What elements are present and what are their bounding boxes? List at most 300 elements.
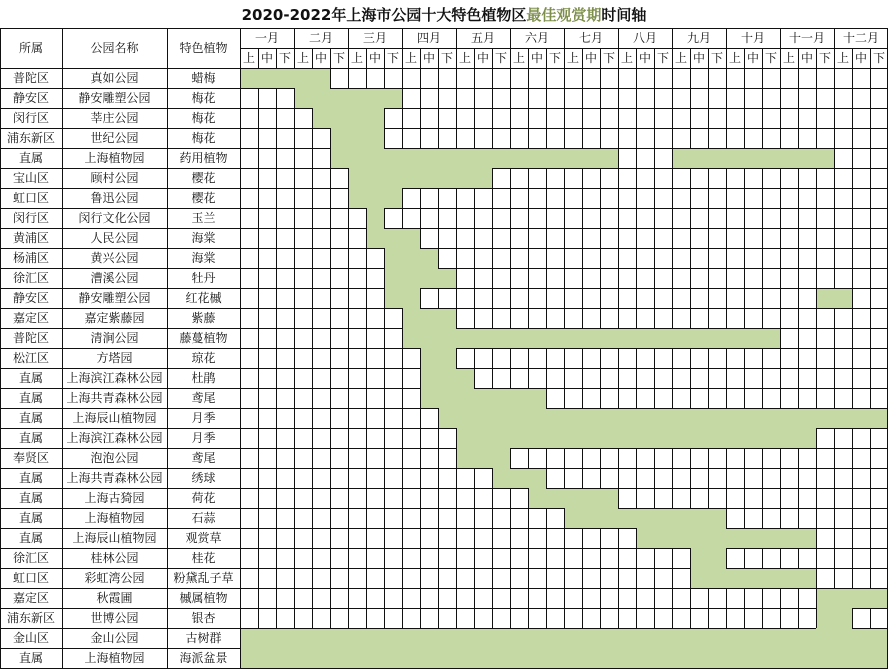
- grid-hline: [816, 568, 834, 569]
- grid-vline: [330, 488, 331, 508]
- grid-hline: [816, 208, 834, 209]
- header-plant: 特色植物: [179, 41, 228, 55]
- grid-hline: [0, 568, 240, 569]
- grid-hline: [510, 388, 528, 389]
- grid-hline: [798, 508, 816, 509]
- plant-cell: 红花槭: [185, 291, 222, 305]
- period-header: 中: [746, 51, 759, 65]
- grid-hline: [618, 248, 636, 249]
- grid-vline: [834, 88, 835, 108]
- grid-vline: [636, 528, 637, 548]
- grid-vline: [744, 368, 745, 388]
- grid-hline: [366, 428, 384, 429]
- grid-hline: [438, 288, 456, 289]
- grid-hline: [402, 528, 420, 529]
- grid-hline: [870, 348, 888, 349]
- grid-vline: [456, 428, 457, 448]
- grid-hline: [780, 208, 798, 209]
- grid-hline: [834, 188, 852, 189]
- grid-hline: [528, 468, 546, 469]
- grid-hline: [438, 508, 456, 509]
- grid-hline: [654, 88, 672, 89]
- grid-vline: [294, 468, 295, 488]
- grid-vline: [780, 608, 781, 628]
- grid-hline: [510, 548, 528, 549]
- month-header: 三月: [362, 31, 387, 45]
- grid-vline: [726, 208, 727, 228]
- grid-hline: [510, 528, 528, 529]
- grid-vline: [348, 328, 349, 348]
- grid-vline: [438, 548, 439, 568]
- grid-hline: [780, 188, 798, 189]
- grid-vline: [636, 148, 637, 168]
- grid-hline: [618, 128, 636, 129]
- grid-vline: [654, 148, 655, 168]
- grid-vline: [528, 528, 529, 548]
- grid-hline: [330, 568, 348, 569]
- grid-vline: [870, 488, 871, 508]
- grid-hline: [780, 328, 798, 329]
- grid-hline: [294, 108, 312, 109]
- grid-hline: [690, 388, 708, 389]
- grid-hline: [492, 388, 510, 389]
- grid-vline: [636, 248, 637, 268]
- grid-vline: [564, 168, 565, 188]
- grid-vline: [258, 188, 259, 208]
- grid-hline: [492, 128, 510, 129]
- grid-hline: [870, 528, 888, 529]
- grid-vline: [798, 48, 799, 68]
- grid-vline: [618, 608, 619, 628]
- grid-vline: [816, 448, 817, 468]
- grid-vline: [258, 268, 259, 288]
- grid-hline: [654, 108, 672, 109]
- bloom-bar: [816, 588, 888, 608]
- park-cell: 顾村公园: [90, 171, 139, 185]
- grid-hline: [510, 268, 528, 269]
- grid-vline: [510, 608, 511, 628]
- grid-vline: [636, 448, 637, 468]
- grid-vline: [582, 88, 583, 108]
- grid-hline: [816, 548, 834, 549]
- grid-vline: [780, 508, 781, 528]
- grid-vline: [276, 228, 277, 248]
- grid-vline: [672, 548, 673, 568]
- grid-vline: [582, 368, 583, 388]
- grid-vline: [708, 348, 709, 368]
- grid-hline: [330, 268, 348, 269]
- grid-vline: [672, 128, 673, 148]
- grid-vline: [708, 308, 709, 328]
- grid-hline: [420, 148, 438, 149]
- plant-cell: 紫藤: [191, 311, 216, 325]
- grid-hline: [852, 388, 870, 389]
- grid-vline: [420, 508, 421, 528]
- grid-hline: [384, 508, 402, 509]
- grid-hline: [564, 148, 582, 149]
- grid-hline: [852, 268, 870, 269]
- grid-hline: [510, 628, 528, 629]
- grid-hline: [690, 108, 708, 109]
- grid-vline: [510, 188, 511, 208]
- park-cell: 上海辰山植物园: [72, 531, 157, 545]
- grid-vline: [654, 188, 655, 208]
- grid-hline: [546, 348, 564, 349]
- grid-vline: [276, 588, 277, 608]
- grid-vline: [834, 328, 835, 348]
- grid-hline: [528, 528, 546, 529]
- grid-hline: [456, 628, 474, 629]
- grid-vline: [654, 468, 655, 488]
- grid-hline: [582, 308, 600, 309]
- grid-vline: [870, 368, 871, 388]
- grid-vline: [618, 28, 619, 48]
- grid-vline: [384, 108, 385, 128]
- grid-hline: [564, 228, 582, 229]
- grid-hline: [258, 148, 276, 149]
- grid-vline: [474, 528, 475, 548]
- grid-vline: [330, 168, 331, 188]
- grid-hline: [366, 288, 384, 289]
- grid-hline: [456, 328, 474, 329]
- grid-vline: [744, 108, 745, 128]
- grid-vline: [474, 608, 475, 628]
- header-park: 公园名称: [90, 41, 139, 55]
- grid-hline: [312, 448, 330, 449]
- grid-hline: [366, 548, 384, 549]
- grid-hline: [330, 348, 348, 349]
- grid-hline: [798, 228, 816, 229]
- grid-hline: [0, 448, 240, 449]
- grid-vline: [564, 388, 565, 408]
- grid-hline: [744, 188, 762, 189]
- grid-vline: [546, 48, 547, 68]
- grid-vline: [618, 528, 619, 548]
- grid-hline: [834, 528, 852, 529]
- grid-hline: [762, 148, 780, 149]
- grid-vline: [258, 228, 259, 248]
- grid-vline: [384, 388, 385, 408]
- period-header: 上: [404, 51, 417, 65]
- grid-hline: [276, 128, 294, 129]
- grid-hline: [870, 468, 888, 469]
- grid-vline: [618, 48, 619, 68]
- grid-hline: [744, 308, 762, 309]
- grid-vline: [726, 388, 727, 408]
- grid-vline: [636, 368, 637, 388]
- grid-vline: [564, 588, 565, 608]
- grid-vline: [870, 268, 871, 288]
- grid-hline: [456, 108, 474, 109]
- grid-vline: [330, 268, 331, 288]
- grid-hline: [276, 328, 294, 329]
- grid-vline: [564, 508, 565, 528]
- grid-hline: [0, 548, 240, 549]
- grid-hline: [438, 308, 456, 309]
- grid-hline: [348, 488, 366, 489]
- grid-hline: [438, 488, 456, 489]
- grid-hline: [510, 488, 528, 489]
- grid-vline: [420, 228, 421, 248]
- grid-vline: [330, 408, 331, 428]
- grid-hline: [780, 508, 798, 509]
- grid-hline: [564, 548, 582, 549]
- grid-vline: [870, 608, 871, 628]
- grid-vline: [528, 448, 529, 468]
- grid-vline: [852, 468, 853, 488]
- grid-vline: [762, 448, 763, 468]
- grid-hline: [780, 168, 798, 169]
- grid-hline: [762, 608, 780, 609]
- month-header: 八月: [632, 31, 657, 45]
- grid-hline: [564, 248, 582, 249]
- grid-vline: [312, 148, 313, 168]
- grid-vline: [816, 548, 817, 568]
- period-header: 下: [494, 51, 507, 65]
- grid-vline: [384, 208, 385, 228]
- grid-vline: [564, 108, 565, 128]
- grid-vline: [258, 368, 259, 388]
- grid-vline: [420, 388, 421, 408]
- grid-hline: [726, 528, 744, 529]
- grid-hline: [258, 328, 276, 329]
- grid-vline: [726, 588, 727, 608]
- grid-hline: [762, 168, 780, 169]
- grid-vline: [366, 328, 367, 348]
- grid-vline: [312, 528, 313, 548]
- grid-vline: [618, 148, 619, 168]
- grid-hline: [420, 588, 438, 589]
- grid-hline: [816, 188, 834, 189]
- grid-vline: [294, 348, 295, 368]
- grid-hline: [762, 368, 780, 369]
- grid-hline: [618, 348, 636, 349]
- grid-vline: [834, 488, 835, 508]
- grid-vline: [330, 228, 331, 248]
- grid-hline: [582, 268, 600, 269]
- grid-vline: [798, 188, 799, 208]
- grid-vline: [474, 508, 475, 528]
- grid-hline: [672, 168, 690, 169]
- grid-vline: [456, 48, 457, 68]
- grid-hline: [348, 428, 366, 429]
- grid-hline: [0, 148, 240, 149]
- grid-vline: [294, 308, 295, 328]
- grid-hline: [852, 468, 870, 469]
- grid-hline: [528, 88, 546, 89]
- grid-hline: [546, 468, 564, 469]
- grid-hline: [546, 488, 564, 489]
- grid-vline: [294, 148, 295, 168]
- plant-cell: 古树群: [185, 631, 222, 645]
- period-header: 上: [782, 51, 795, 65]
- grid-hline: [834, 488, 852, 489]
- grid-hline: [870, 428, 888, 429]
- grid-hline: [618, 628, 636, 629]
- grid-hline: [582, 248, 600, 249]
- grid-vline: [816, 428, 817, 448]
- grid-hline: [276, 188, 294, 189]
- grid-hline: [798, 588, 816, 589]
- grid-vline: [276, 548, 277, 568]
- grid-hline: [456, 128, 474, 129]
- grid-hline: [528, 328, 546, 329]
- grid-vline: [330, 208, 331, 228]
- grid-hline: [654, 468, 672, 469]
- grid-hline: [654, 408, 672, 409]
- grid-hline: [636, 208, 654, 209]
- grid-vline: [492, 188, 493, 208]
- grid-vline: [510, 348, 511, 368]
- grid-vline: [600, 588, 601, 608]
- grid-vline: [870, 68, 871, 88]
- grid-hline: [474, 528, 492, 529]
- grid-hline: [618, 268, 636, 269]
- grid-vline: [834, 68, 835, 88]
- grid-hline: [870, 388, 888, 389]
- bloom-bar: [402, 328, 780, 348]
- grid-hline: [0, 88, 240, 89]
- grid-vline: [780, 208, 781, 228]
- grid-vline: [348, 548, 349, 568]
- grid-vline: [348, 348, 349, 368]
- grid-hline: [456, 548, 474, 549]
- grid-hline: [618, 368, 636, 369]
- grid-vline: [816, 288, 817, 308]
- grid-hline: [834, 408, 852, 409]
- grid-vline: [348, 168, 349, 188]
- grid-vline: [762, 128, 763, 148]
- grid-hline: [654, 368, 672, 369]
- grid-hline: [690, 448, 708, 449]
- grid-vline: [528, 128, 529, 148]
- grid-vline: [708, 48, 709, 68]
- grid-vline: [348, 508, 349, 528]
- grid-vline: [348, 268, 349, 288]
- grid-hline: [636, 308, 654, 309]
- grid-vline: [294, 528, 295, 548]
- grid-hline: [618, 288, 636, 289]
- grid-vline: [528, 348, 529, 368]
- grid-hline: [798, 488, 816, 489]
- period-header: 上: [296, 51, 309, 65]
- grid-hline: [420, 608, 438, 609]
- grid-hline: [708, 208, 726, 209]
- grid-hline: [258, 428, 276, 429]
- grid-hline: [690, 588, 708, 589]
- grid-vline: [528, 548, 529, 568]
- grid-vline: [348, 48, 349, 68]
- grid-hline: [510, 308, 528, 309]
- grid-hline: [0, 328, 240, 329]
- grid-vline: [852, 388, 853, 408]
- grid-vline: [726, 468, 727, 488]
- grid-hline: [618, 548, 636, 549]
- grid-vline: [348, 568, 349, 588]
- grid-vline: [438, 488, 439, 508]
- grid-hline: [330, 228, 348, 229]
- grid-vline: [744, 448, 745, 468]
- period-header: 中: [422, 51, 435, 65]
- grid-hline: [744, 568, 762, 569]
- grid-vline: [582, 448, 583, 468]
- grid-vline: [564, 528, 565, 548]
- grid-vline: [294, 228, 295, 248]
- grid-vline: [330, 428, 331, 448]
- grid-vline: [294, 108, 295, 128]
- grid-vline: [492, 348, 493, 368]
- grid-hline: [420, 468, 438, 469]
- grid-hline: [672, 628, 690, 629]
- grid-hline: [294, 188, 312, 189]
- grid-hline: [240, 588, 258, 589]
- grid-hline: [690, 88, 708, 89]
- grid-hline: [240, 488, 258, 489]
- grid-vline: [330, 348, 331, 368]
- grid-hline: [258, 128, 276, 129]
- grid-hline: [600, 488, 618, 489]
- grid-vline: [672, 88, 673, 108]
- grid-hline: [258, 588, 276, 589]
- grid-hline: [564, 168, 582, 169]
- grid-vline: [510, 308, 511, 328]
- grid-hline: [546, 608, 564, 609]
- grid-vline: [636, 568, 637, 588]
- grid-vline: [870, 328, 871, 348]
- grid-vline: [726, 88, 727, 108]
- grid-vline: [492, 68, 493, 88]
- grid-hline: [510, 248, 528, 249]
- grid-hline: [546, 108, 564, 109]
- grid-hline: [492, 528, 510, 529]
- grid-vline: [366, 368, 367, 388]
- grid-vline: [294, 88, 295, 108]
- grid-hline: [0, 28, 888, 29]
- grid-hline: [798, 348, 816, 349]
- grid-hline: [510, 508, 528, 509]
- grid-vline: [690, 88, 691, 108]
- grid-vline: [474, 128, 475, 148]
- grid-vline: [654, 368, 655, 388]
- grid-hline: [438, 468, 456, 469]
- grid-vline: [762, 268, 763, 288]
- plant-cell: 药用植物: [179, 151, 228, 165]
- grid-hline: [852, 208, 870, 209]
- grid-hline: [402, 428, 420, 429]
- grid-hline: [384, 448, 402, 449]
- grid-hline: [852, 128, 870, 129]
- grid-vline: [438, 288, 439, 308]
- grid-hline: [816, 128, 834, 129]
- grid-vline: [492, 468, 493, 488]
- grid-hline: [780, 608, 798, 609]
- plant-cell: 荷花: [191, 491, 216, 505]
- district-cell: 宝山区: [12, 171, 49, 185]
- district-cell: 直属: [18, 391, 43, 405]
- grid-vline: [852, 348, 853, 368]
- grid-hline: [726, 588, 744, 589]
- grid-vline: [798, 308, 799, 328]
- grid-vline: [330, 568, 331, 588]
- grid-hline: [852, 148, 870, 149]
- grid-hline: [798, 468, 816, 469]
- grid-vline: [312, 568, 313, 588]
- grid-hline: [780, 588, 798, 589]
- grid-hline: [744, 268, 762, 269]
- grid-vline: [366, 508, 367, 528]
- grid-hline: [312, 608, 330, 609]
- grid-vline: [690, 188, 691, 208]
